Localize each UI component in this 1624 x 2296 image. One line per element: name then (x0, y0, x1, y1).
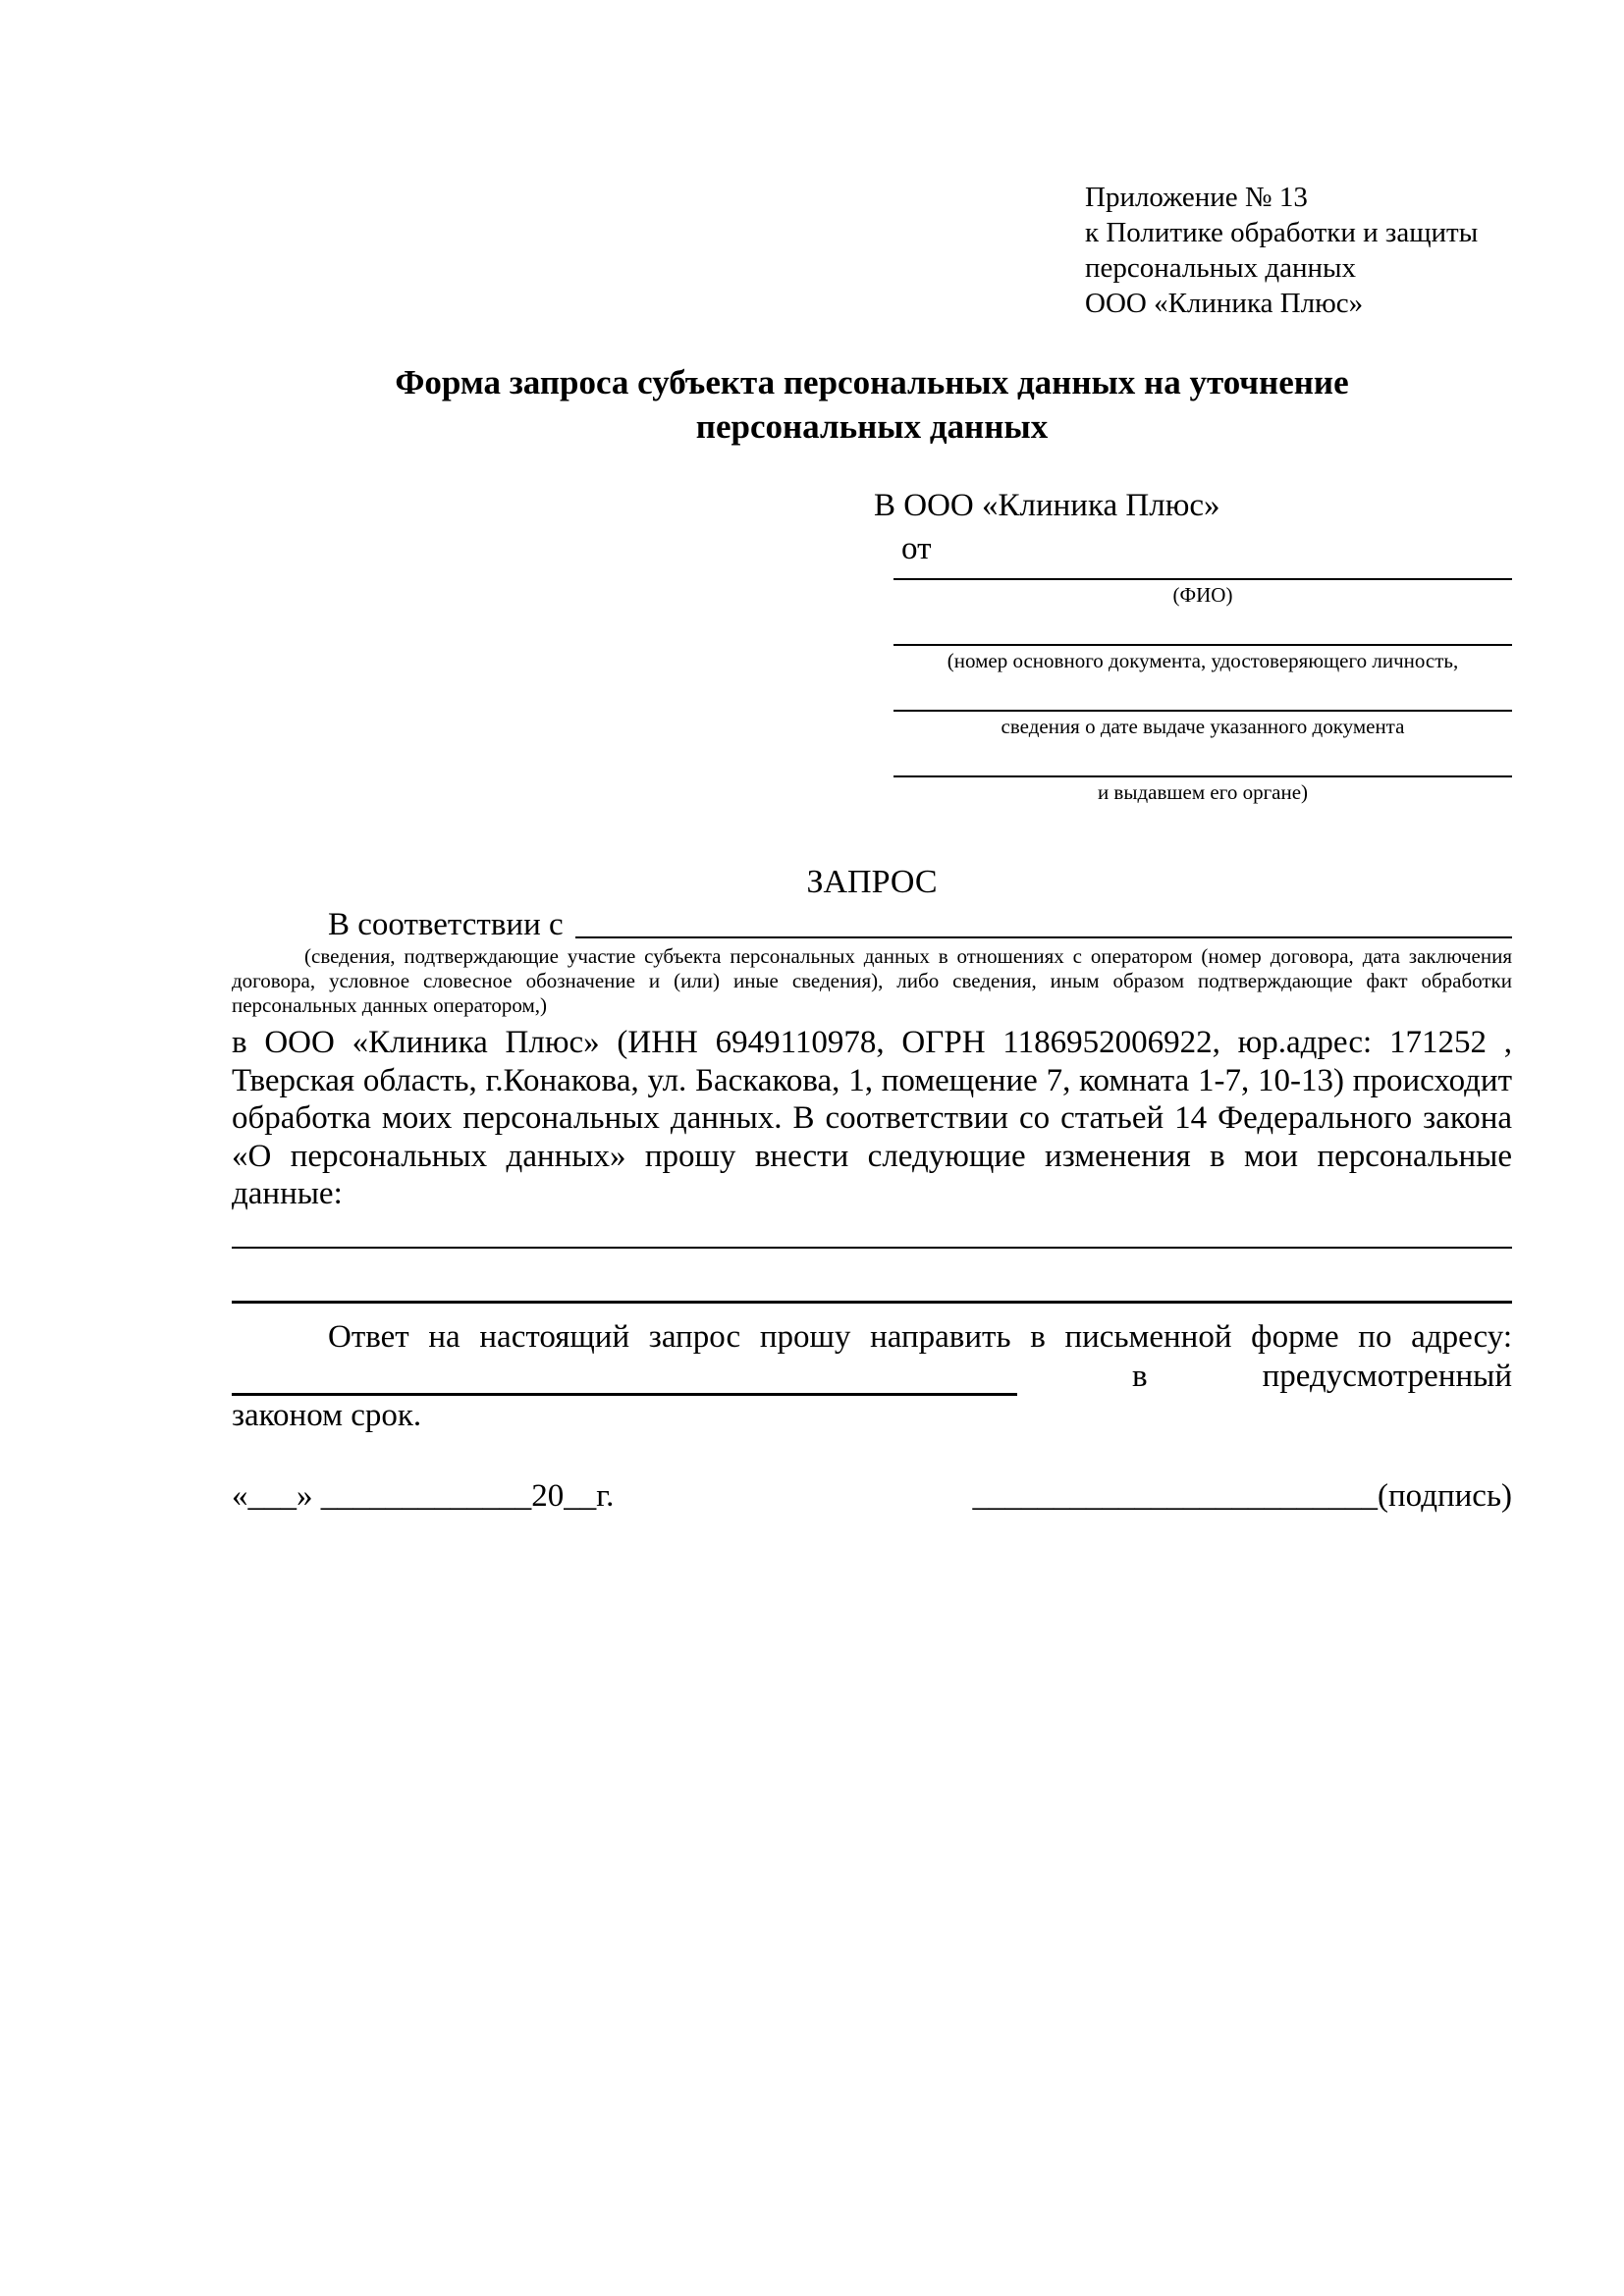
signature-blank-line: _________________________ (972, 1477, 1378, 1514)
fill-line (232, 1362, 1017, 1396)
request-note: (сведения, подтверждающие участие субъекта персональных данных в отношениях с оператором (номер договора, дата заключения договора, условное словесное обозначение и (или) иные сведения), либо сведения, иным образом подтверждающие факт обработки персональных данных оператором,) (232, 944, 1512, 1017)
field-caption-document-number: (номер основного документа, удостоверяющего личность, (947, 649, 1459, 672)
issue-date-field (893, 710, 1512, 739)
addressee-block (232, 486, 1512, 805)
issuing-authority-field (893, 775, 1512, 805)
appendix-block (1085, 180, 1512, 321)
request-body-paragraph: в ООО «Клиника Плюс» (ИНН 6949110978, ОГРН 1186952006922, юр.адрес: 171252 , Тверская область, г.Конакова, ул. Баскакова, 1, помещение 7, комната 1-7, 10-13) происходит обработка моих персональных данных. В соответствии со статьей 14 Федерального закона «О персональных данных» прошу внести следующие изменения в мои персональные данные: (232, 1025, 1512, 1211)
reply-term-line: законом срок. (232, 1397, 422, 1433)
appendix-line: к Политике обработки и защиты (1085, 217, 1479, 248)
fio-field (893, 578, 1512, 608)
appendix-line: ООО «Клиника Плюс» (1085, 288, 1364, 319)
document-title (232, 360, 1512, 449)
fill-line (575, 905, 1512, 938)
addressee-to: В ООО «Клиника Плюс» (874, 488, 1220, 523)
request-intro-row (232, 905, 1512, 944)
fill-line (232, 1247, 1512, 1249)
reply-word-period: предусмотренный (1262, 1358, 1512, 1394)
fill-line (232, 1301, 1512, 1304)
title-line-1: Форма запроса субъекта персональных данных на уточнение (395, 363, 1349, 401)
field-caption-fio: (ФИО) (1172, 583, 1233, 607)
signature-caption: (подпись) (1378, 1477, 1512, 1514)
footer-row (232, 1476, 1512, 1516)
appendix-line: персональных данных (1085, 252, 1357, 284)
signature-block (973, 1476, 1513, 1516)
appendix-line: Приложение № 13 (1085, 182, 1308, 213)
request-heading: ЗАПРОС (806, 864, 938, 900)
reply-instruction-line: Ответ на настоящий запрос прошу направить в письменной форме по адресу: (328, 1318, 1512, 1355)
addressee-from-label: от (901, 531, 932, 566)
field-caption-issuing-authority: и выдавшем его органе) (1097, 780, 1309, 804)
request-intro-prefix: В соответствии с (328, 907, 564, 942)
reply-address-row (232, 1357, 1512, 1396)
field-caption-issue-date: сведения о дате выдаче указанного документа (1001, 715, 1405, 738)
addressee-fields (893, 578, 1512, 805)
date-blank: «___» _____________20__г. (232, 1477, 615, 1514)
reply-word-in: в (1132, 1358, 1148, 1394)
document-number-field (893, 644, 1512, 673)
title-line-2: персональных данных (695, 407, 1049, 446)
